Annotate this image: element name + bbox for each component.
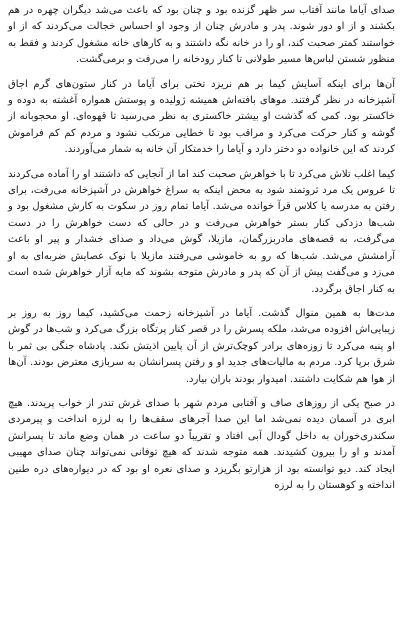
paragraph-5: در صبح یکی از روزهای صاف و آفتابی مردم شهر با صدای غرش تندر از خواب پریدند. هیچ ابری در آسمان دیده نمی‌شد اما این صدا آجرهای سقف‌ها را به لرزه انداخت و پیرمردی سکندری‌خوران به داخل گودال آبی افتاد و تقریباً دو ساعت در همان وضع ماند تا پسرانش آمدند و او را بیرون کشیدند. همه متوجه شدند که هیچ توفانی نمی‌تواند چنان صدای مهیبی ایجاد کند. دیو توانسته بود از هزارتو بگریزد و صدای نعره او بود که در دیواره‌های دره طنین انداخته و کوهستان را به لرزه [8,397,395,491]
paragraph-2: آن‌ها برای اینکه آسایش کیما بر هم نریزد تختی برای آیاما در کنار ستون‌های گرم اجاق آشپزخانه در نظر گرفتند. موهای بافته‌اش همیشه ژولیده و پوستش همواره آغشته به دوده و خاکستر بود. کمی که گذشت او بیشتر خاکستری به نظر می‌رسید تا قهوه‌ای. او محجوبانه از گوشه و کنار حرکت می‌کرد و مراقب بود تا خطایی مرتکب نشود و مردم کم کم فراموش کردند که این خانواده دو دختر دارد و آیاما را خدمتکار آن خانه به شمار می‌آوردند. [8,78,395,156]
paragraph-1: صدای آیاما مانند آفتاب سر ظهر گزنده بود و چنان بود که باعث می‌شد دیگران چهره در هم بکشند و از او دور شوند. پدر و مادرش چنان از وجود او احساس خجالت می‌کردند که از او خواستند کمتر صحبت کند، او را در خانه نگه داشتند و به کارهای خانه مشغول کردند و فقط به منظور شستن لباس‌ها مسیر طولانی تا کنار رودخانه را می‌رفت و برمی‌گشت. [8,5,395,66]
paragraph-4: مدت‌ها به همین منوال گذشت. آیاما در آشپزخانه زحمت می‌کشید، کیما روز به روز بر زیبایی‌اش افزوده می‌شد، ملکه پسرش را در قصر کنار پرتگاه بزرگ می‌کرد و شب‌ها در گوش او پنبه می‌کرد تا زوزه‌های برادر کوچک‌ترش از آن پایین اذیتش نکند. پادشاه جنگی بی ثمر با شرق برپا کرد. مردم به مالیات‌های جدید او و رفتن پسرانشان به سربازی معترض بودند. آن‌ها از هوا هم شکایت داشتند. امیدوار بودند باران بیارد. [8,307,395,385]
paragraph-3: کیما اغلب تلاش می‌کرد تا با خواهرش صحبت کند اما از آنجایی که داشتند او را آماده می‌کردند تا عروس یک مرد ثروتمند شود به محض اینکه به سراغ خواهرش در آشپزخانه می‌رفت، برای رفتن به مدرسه یا کلاس قرآ خوانده می‌شد. آیاما تمام روز در سکوت به کارش مشغول بود و شب‌ها دزدکی کنار بستر خواهرش می‌رفت و در حالی که دست خواهرش را در دست می‌گرفت، به قصه‌های مادربزرگمان، مازیلا، گوش می‌داد و صدای خشدار و پیر او باعث آرامشش می‌شد. شب‌ها که رو به خاموشی می‌رفتند مازیلا با نوک عصایش ضربه‌ای به او می‌زد و می‌گفت پیش از آن که پدر و مادرش متوجه بشوند که مایه آزار خواهرش شده است به کنار اجاق برگردد. [8,168,395,295]
